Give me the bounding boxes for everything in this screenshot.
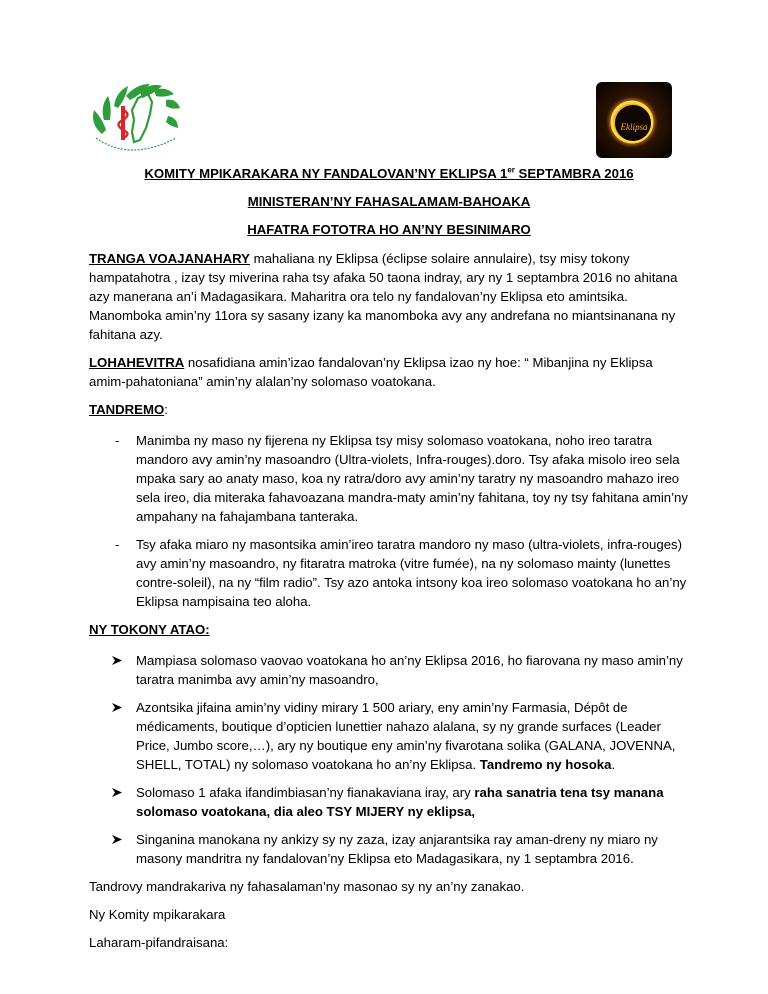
theme-paragraph (89, 353, 689, 391)
atao-item-end: . (611, 757, 616, 772)
list-item (89, 535, 689, 611)
atao-item-text: Azontsika jifaina amin’ny vidiny mirary 1 500 ariary, eny amin’ny Farmasia, Dépôt de médicaments, boutique d’opticien lunettier nahazo alalana, sy ny grande surfaces (Leader Price, Jumbo score,…), ary ny boutique eny amin’ny fivarotana solika (GALANA, JOVENNA, SHELL, TOTAL) ny solomaso voatokana ho an’ny Eklipsa. (136, 700, 676, 772)
ministry-health-madagascar-logo (80, 76, 188, 162)
title-superscript: er (507, 165, 515, 175)
atao-item-text: Solomaso 1 afaka ifandimbiasan’ny fianakaviana iray, ary (136, 785, 475, 800)
atao-label: NY TOKONY ATAO: (89, 622, 210, 637)
closing-line-2: Ny Komity mpikarakara (89, 907, 226, 922)
intro-lead: TRANGA VOAJANAHARY (89, 251, 250, 266)
list-item (89, 651, 689, 689)
intro-text: mahaliana ny Eklipsa (éclipse solaire annulaire), tsy misy tokony hampatahotra , izay tsy miverina raha tsy afaka 50 taona indray, ary ny 1 septambra 2016 no ahitana azy manerana an’i Madagasikara. Maharitra ora telo ny fandalovan’ny Eklipsa eto amintsika. Manomboka amin’ny 11ora sy sasany izany ka manomboka avy any andrefana no miantsinanana ny fahitana azy. (89, 251, 678, 342)
atao-item-text: Mampiasa solomaso vaovao voatokana ho an’ny Eklipsa 2016, ho fiarovana ny maso amin’ny taratra manimba avy amin’ny masoandro, (136, 653, 683, 687)
theme-lead: LOHAHEVITRA (89, 355, 185, 370)
ministry-subtitle: MINISTERAN’NY FAHASALAMAM-BAHOAKA (247, 194, 531, 209)
closing-line-1: Tandrovy mandrakariva ny fahasalaman’ny masonao sy ny an’ny zanakao. (89, 879, 525, 894)
arrow-bullet-icon (111, 702, 123, 713)
list-item (89, 783, 689, 821)
list-item (89, 698, 689, 774)
atao-item-bold: raha sanatria tena tsy manana solomaso voatokana, dia aleo TSY MIJERY ny eklipsa, (136, 785, 664, 819)
eclipse-logo (596, 82, 672, 158)
tandremo-item-text: Tsy afaka miaro ny masontsika amin’ireo taratra mandoro ny maso (ultra-violets, infra-rouges) avy amin’ny masoandro, ny fitaratra matroka (vitre fumée), na ny solomaso mainty (lunettes contre-soleil), na ny “film radio”. Tsy azo antoka intsony koa ireo solomaso voatokana ho an’ny Eklipsa nampisaina teo aloha. (136, 537, 687, 609)
list-item (89, 431, 689, 526)
arrow-bullet-icon (111, 834, 123, 845)
atao-list (89, 651, 689, 868)
tandremo-colon: : (164, 402, 168, 417)
document-body (89, 164, 689, 961)
main-title (89, 164, 689, 183)
tandremo-label: TANDREMO (89, 402, 165, 417)
theme-text: nosafidiana amin’izao fandalovan’ny Eklipsa izao ny hoe: “ Mibanjina ny Eklipsa amim-pahatoniana” amin’ny alalan’ny solomaso voatokana. (89, 355, 653, 389)
title-text-end: SEPTAMBRA 2016 (514, 166, 634, 181)
eclipse-logo-text: Eklipsa (620, 122, 648, 132)
dash-marker: - (115, 433, 120, 448)
tandremo-item-text: Manimba ny maso ny fijerena ny Eklipsa tsy misy solomaso voatokana, noho ireo taratra mandoro avy amin’ny masoandro (Ultra-violets, Infra-rouges).doro. Tsy afaka misolo ireo sela mpaka sary ao anaty maso, koa ny ratra/doro avy amin’ny taratry ny masoandro mahazo ireo sela ireo, dia miteraka fahavoazana mandra-maty amin’ny fahitana, toy ny tsy fahitana amin’ny ampahany na fahajambana tanteraka. (136, 433, 688, 524)
atao-item-text: Singanina manokana ny ankizy sy ny zaza, izay anjarantsika ray aman-dreny ny miaro ny masony mandritra ny fandalovan’ny Eklipsa eto Madagasikara, ny 1 septambra 2016. (136, 832, 658, 866)
tandremo-list (89, 431, 689, 611)
atao-heading (89, 620, 689, 639)
closing-line-3: Laharam-pifandraisana: (89, 935, 229, 950)
dash-marker: - (115, 537, 120, 552)
atao-item-bold: Tandremo ny hosoka (479, 757, 612, 772)
title-text: KOMITY MPIKARAKARA NY FANDALOVAN’NY EKLIPSA 1 (144, 166, 508, 181)
intro-paragraph (89, 249, 689, 344)
message-subtitle: HAFATRA FOTOTRA HO AN’NY BESINIMARO (247, 222, 531, 237)
tandremo-heading (89, 400, 689, 419)
arrow-bullet-icon (111, 787, 123, 798)
list-item (89, 830, 689, 868)
arrow-bullet-icon (111, 655, 123, 666)
